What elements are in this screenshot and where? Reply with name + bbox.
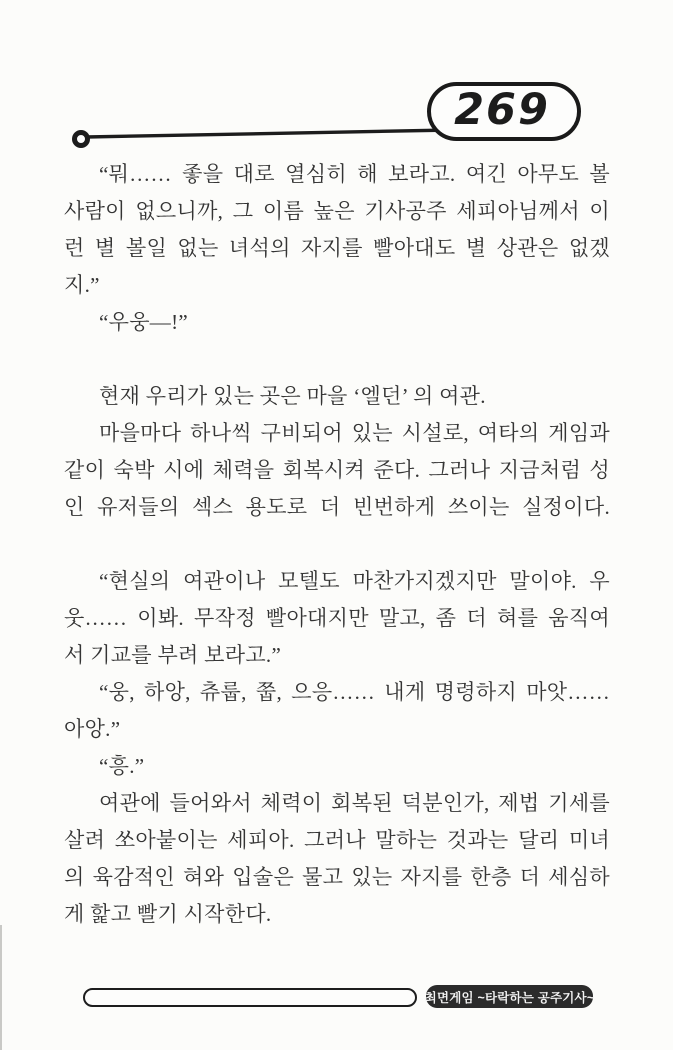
text-line: “현실의 여관이나 모텔도 마찬가지겠지만 말이야. 우 bbox=[99, 569, 610, 593]
text-line: 런 별 볼일 없는 녀석의 자지를 빨아대도 별 상관은 없겠 bbox=[64, 236, 610, 260]
text-line: 서 기교를 부려 보라고.” bbox=[64, 643, 282, 667]
text-line: “뭐…… 좋을 대로 열심히 해 보라고. 여긴 아무도 볼 bbox=[99, 162, 610, 186]
series-title-badge bbox=[426, 985, 593, 1008]
text-line: 사람이 없으니까, 그 이름 높은 기사공주 세피아님께서 이 bbox=[64, 199, 610, 223]
text-line: 여관에 들어와서 체력이 회복된 덕분인가, 제법 기세를 bbox=[99, 791, 610, 815]
text-line: 현재 우리가 있는 곳은 마을 ‘엘던’ 의 여관. bbox=[99, 384, 486, 408]
series-title: 최면게임 ~타락하는 공주기사~ bbox=[424, 990, 595, 1005]
text-line: 웃…… 이봐. 무작정 빨아대지만 말고, 좀 더 혀를 움직여 bbox=[64, 606, 610, 630]
text-line: 지.” bbox=[64, 273, 100, 297]
page-number: 269 bbox=[454, 84, 550, 135]
page-header bbox=[0, 0, 673, 170]
page-body bbox=[64, 156, 610, 933]
text-line: 게 핥고 빨기 시작한다. bbox=[64, 902, 272, 926]
header-line-ring-icon bbox=[72, 130, 90, 148]
text-line: 같이 숙박 시에 체력을 회복시켜 준다. 그러나 지금처럼 성 bbox=[64, 458, 610, 482]
text-line: 인 유저들의 섹스 용도로 더 빈번하게 쓰이는 실정이다. bbox=[64, 495, 610, 519]
text-line: “웅, 하앙, 츄룹, 쭙, 으응…… 내게 명령하지 마앗…… bbox=[99, 680, 610, 704]
header-rule-line bbox=[0, 0, 673, 170]
page-number-badge bbox=[427, 82, 581, 141]
text-line: 마을마다 하나씩 구비되어 있는 시설로, 여타의 게임과 bbox=[99, 421, 610, 445]
scan-edge-artifact bbox=[0, 925, 2, 1050]
text-line: 아앙.” bbox=[64, 717, 121, 741]
text-line: “우웅―!” bbox=[99, 310, 189, 334]
text-line: 의 육감적인 혀와 입술은 물고 있는 자지를 한층 더 세심하 bbox=[64, 865, 610, 889]
text-line: “흥.” bbox=[99, 754, 145, 778]
footer-rule-pill bbox=[83, 988, 417, 1007]
blank-line bbox=[64, 341, 610, 378]
text-line: 살려 쏘아붙이는 세피아. 그러나 말하는 것과는 달리 미녀 bbox=[64, 828, 610, 852]
blank-line bbox=[64, 526, 610, 563]
